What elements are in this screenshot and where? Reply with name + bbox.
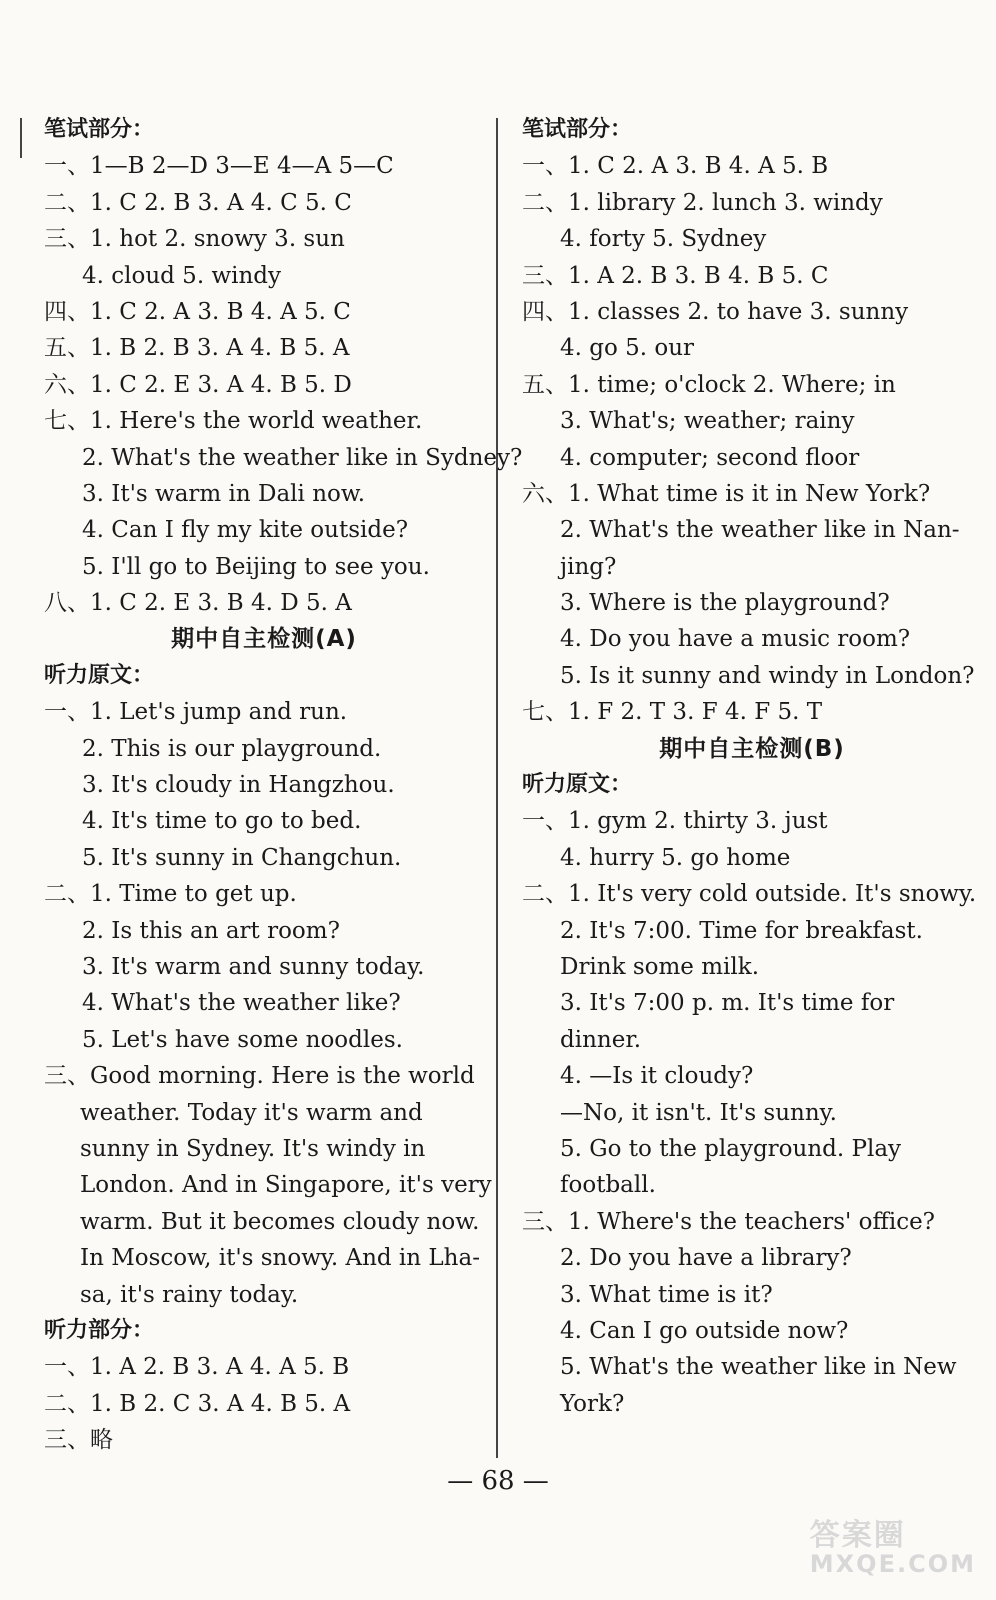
right-line: York? bbox=[560, 1390, 625, 1417]
right-line: 2. It's 7:00. Time for breakfast. bbox=[560, 917, 923, 944]
right-line: 4. computer; second floor bbox=[560, 444, 860, 471]
right-line: 听力原文： bbox=[522, 772, 633, 798]
left-line: 2. What's the weather like in Sydney? bbox=[82, 444, 523, 471]
right-line: football. bbox=[560, 1172, 656, 1199]
watermark-logo bbox=[810, 1510, 976, 1578]
column-divider bbox=[496, 118, 498, 1458]
left-line: 4. Can I fly my kite outside? bbox=[82, 517, 409, 544]
left-line: 六、1. C 2. E 3. A 4. B 5. D bbox=[44, 371, 352, 398]
left-line: sunny in Sydney. It's windy in bbox=[80, 1135, 426, 1162]
right-line: 三、1. A 2. B 3. B 4. B 5. C bbox=[522, 262, 829, 289]
right-line: 七、1. F 2. T 3. F 4. F 5. T bbox=[522, 699, 823, 726]
left-line: warm. But it becomes cloudy now. bbox=[80, 1208, 480, 1235]
left-line: 听力部分： bbox=[44, 1317, 155, 1343]
left-line: 5. Let's have some noodles. bbox=[82, 1026, 403, 1053]
watermark-text: 答案圈 bbox=[809, 1518, 906, 1553]
left-line: 4. cloud 5. windy bbox=[82, 262, 282, 289]
left-line: 3. It's warm and sunny today. bbox=[82, 953, 425, 980]
right-line: 期中自主检测(B) bbox=[659, 735, 845, 762]
right-line: 4. Can I go outside now? bbox=[560, 1317, 849, 1344]
right-line: 二、1. It's very cold outside. It's snowy. bbox=[522, 881, 977, 908]
left-line: 2. Is this an art room? bbox=[82, 917, 340, 944]
left-line: 二、1. C 2. B 3. A 4. C 5. C bbox=[44, 189, 352, 216]
left-line: 三、Good morning. Here is the world bbox=[44, 1063, 475, 1090]
left-line: weather. Today it's warm and bbox=[80, 1099, 423, 1126]
left-line: 3. It's cloudy in Hangzhou. bbox=[82, 772, 395, 799]
right-line: 4. Do you have a music room? bbox=[560, 626, 911, 653]
right-line: 2. Do you have a library? bbox=[560, 1245, 852, 1272]
right-line: 4. go 5. our bbox=[560, 335, 695, 362]
left-line: sa, it's rainy today. bbox=[80, 1281, 299, 1308]
left-line: 四、1. C 2. A 3. B 4. A 5. C bbox=[44, 298, 351, 325]
right-column bbox=[522, 112, 982, 1422]
left-line: 2. This is our playground. bbox=[82, 735, 382, 762]
left-column bbox=[44, 112, 523, 1458]
left-line: 五、1. B 2. B 3. A 4. B 5. A bbox=[44, 335, 350, 362]
right-line: 2. What's the weather like in Nan- bbox=[560, 517, 960, 544]
left-line: 5. I'll go to Beijing to see you. bbox=[82, 553, 430, 580]
left-line: 4. What's the weather like? bbox=[82, 990, 401, 1017]
left-line: 期中自主检测(A) bbox=[171, 626, 357, 653]
right-line: 二、1. library 2. lunch 3. windy bbox=[522, 189, 883, 216]
right-line: 一、1. gym 2. thirty 3. just bbox=[522, 808, 828, 835]
right-line: 五、1. time; o'clock 2. Where; in bbox=[522, 371, 896, 398]
right-line: 3. It's 7:00 p. m. It's time for bbox=[560, 990, 895, 1017]
right-line: 笔试部分： bbox=[522, 117, 633, 142]
left-line: 笔试部分： bbox=[44, 117, 155, 142]
right-line: 3. Where is the playground? bbox=[560, 590, 890, 617]
left-margin-rule bbox=[20, 118, 22, 158]
right-line: 4. —Is it cloudy? bbox=[560, 1063, 754, 1090]
right-line: 5. What's the weather like in New bbox=[560, 1354, 957, 1381]
left-line: 三、1. hot 2. snowy 3. sun bbox=[44, 226, 345, 253]
left-line: 二、1. Time to get up. bbox=[44, 881, 297, 908]
left-line: 三、略 bbox=[44, 1427, 113, 1454]
right-line: 3. What's; weather; rainy bbox=[560, 408, 855, 435]
left-line: 八、1. C 2. E 3. B 4. D 5. A bbox=[44, 590, 352, 617]
watermark-url: MXQE.COM bbox=[809, 1550, 976, 1578]
left-line: 4. It's time to go to bed. bbox=[82, 808, 362, 835]
right-line: dinner. bbox=[560, 1026, 642, 1053]
right-line: 5. Is it sunny and windy in London? bbox=[560, 662, 975, 689]
right-line: —No, it isn't. It's sunny. bbox=[560, 1099, 837, 1126]
right-line: 三、1. Where's the teachers' office? bbox=[522, 1208, 936, 1235]
left-line: 二、1. B 2. C 3. A 4. B 5. A bbox=[44, 1390, 351, 1417]
right-line: Drink some milk. bbox=[560, 953, 760, 980]
left-line: In Moscow, it's snowy. And in Lha- bbox=[80, 1245, 480, 1272]
right-line: jing? bbox=[560, 553, 617, 580]
left-line: 听力原文： bbox=[44, 662, 155, 688]
right-line: 5. Go to the playground. Play bbox=[560, 1135, 902, 1162]
right-line: 4. hurry 5. go home bbox=[560, 844, 791, 871]
right-line: 六、1. What time is it in New York? bbox=[522, 480, 931, 507]
right-line: 一、1. C 2. A 3. B 4. A 5. B bbox=[522, 153, 829, 180]
page-number: — 68 — bbox=[447, 1466, 549, 1496]
left-line: 一、1. Let's jump and run. bbox=[44, 699, 348, 726]
left-line: 一、1. A 2. B 3. A 4. A 5. B bbox=[44, 1354, 350, 1381]
right-line: 四、1. classes 2. to have 3. sunny bbox=[522, 298, 909, 325]
left-line: 3. It's warm in Dali now. bbox=[82, 480, 366, 507]
left-line: London. And in Singapore, it's very bbox=[80, 1172, 492, 1199]
left-line: 七、1. Here's the world weather. bbox=[44, 408, 423, 435]
right-line: 3. What time is it? bbox=[560, 1281, 773, 1308]
left-line: 5. It's sunny in Changchun. bbox=[82, 844, 402, 871]
right-line: 4. forty 5. Sydney bbox=[560, 226, 767, 253]
left-line: 一、1—B 2—D 3—E 4—A 5—C bbox=[44, 153, 394, 180]
